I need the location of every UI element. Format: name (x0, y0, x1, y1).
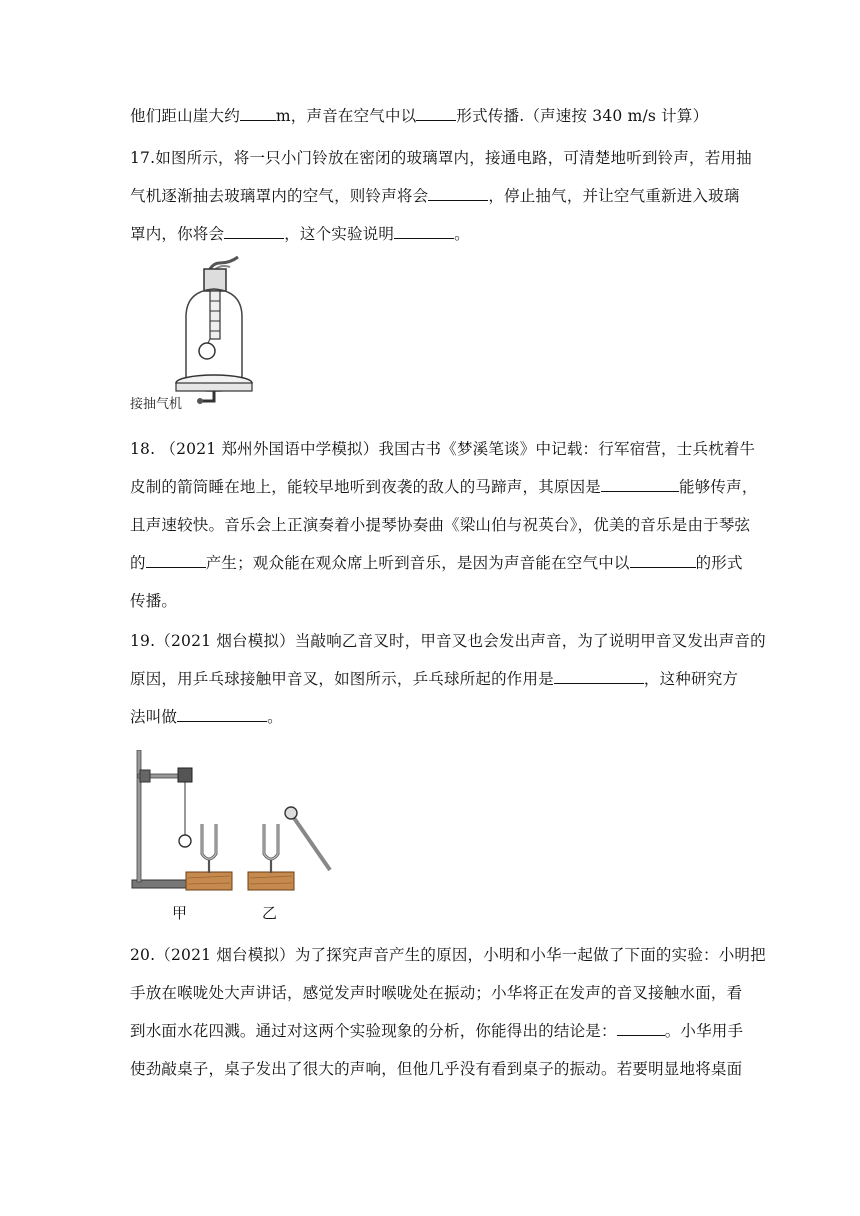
answer-blank[interactable] (554, 669, 644, 684)
text: 。小华用手 (664, 1022, 744, 1040)
text: ，停止抽气，并让空气重新进入玻璃 (488, 187, 740, 205)
text: 皮制的箭筒睡在地上，能较早地听到夜袭的敌人的马蹄声，其原因是 (130, 478, 602, 496)
q18-line-4 (130, 553, 743, 573)
fork-left-label: 甲 (172, 904, 188, 922)
text: 气机逐渐抽去玻璃罩内的空气，则铃声将会 (130, 187, 429, 205)
q19-line-1 (130, 631, 766, 651)
text: 的形式 (695, 554, 743, 572)
text: 。 (454, 225, 470, 243)
answer-blank[interactable] (224, 224, 284, 239)
q19-line-2 (130, 669, 738, 689)
text: 18. （2021 郑州外国语中学模拟）我国古书《梦溪笔谈》中记载：行军宿营，士兵枕着牛 (130, 440, 756, 458)
text: 19.（2021 烟台模拟）当敲响乙音叉时，甲音叉也会发出声音，为了说明甲音叉发出声音的 (130, 632, 766, 650)
q18-line-2 (130, 477, 758, 497)
q17-line-2 (130, 186, 740, 206)
text: m，声音在空气中以 (275, 107, 417, 125)
text: 能够传声， (679, 478, 758, 496)
text: 的 (130, 554, 146, 572)
text: 原因，用乒乓球接触甲音叉，如图所示，乒乓球所起的作用是 (130, 670, 554, 688)
text: 形式传播.（声速按 340 m/s 计算） (456, 107, 709, 125)
text: 产生；观众能在观众席上听到音乐，是因为声音能在空气中以 (205, 554, 630, 572)
q20-line-4 (130, 1059, 742, 1079)
answer-blank[interactable] (617, 1021, 665, 1036)
q20-line-3 (130, 1021, 743, 1041)
q18-line-3 (130, 515, 750, 535)
tuning-fork-illustration (130, 750, 340, 900)
text: 17.如图所示，将一只小门铃放在密闭的玻璃罩内，接通电路，可清楚地听到铃声，若用抽 (130, 149, 752, 167)
q18-line-1 (130, 439, 755, 459)
answer-blank[interactable] (416, 106, 456, 121)
fork-right-label: 乙 (262, 904, 278, 922)
text: ，这个实验说明 (284, 225, 395, 243)
q18-line-5 (130, 591, 177, 611)
answer-blank[interactable] (394, 224, 454, 239)
answer-blank[interactable] (601, 477, 679, 492)
q20-line-1 (130, 945, 766, 965)
q17-line-1 (130, 148, 752, 168)
text: 且声速较快。音乐会上正演奏着小提琴协奏曲《梁山伯与祝英台》，优美的音乐是由于琴弦 (130, 516, 751, 534)
text: 。 (267, 708, 283, 726)
answer-blank[interactable] (177, 707, 267, 722)
text: ，这种研究方 (643, 670, 739, 688)
bell-jar-figure (130, 255, 260, 415)
tuning-fork-figure (130, 750, 340, 922)
answer-blank[interactable] (240, 106, 276, 121)
q17-line-3 (130, 224, 470, 244)
text: 手放在喉咙处大声讲话，感觉发声时喉咙处在振动；小华将正在发声的音叉接触水面，看 (130, 984, 743, 1002)
answer-blank[interactable] (146, 553, 206, 568)
text: 他们距山崖大约 (130, 107, 240, 125)
text: 传播。 (130, 592, 178, 610)
text: 法叫做 (130, 708, 178, 726)
q20-line-2 (130, 983, 742, 1003)
answer-blank[interactable] (428, 186, 488, 201)
text: 到水面水花四溅。通过对这两个实验现象的分析，你能得出的结论是： (130, 1022, 617, 1040)
bell-jar-label: 接抽气机 (130, 397, 183, 412)
text: 使劲敲桌子，桌子发出了很大的声响，但他几乎没有看到桌子的振动。若要明显地将桌面 (130, 1060, 743, 1078)
text: 罩内，你将会 (130, 225, 225, 243)
text: 20.（2021 烟台模拟）为了探究声音产生的原因，小明和小华一起做了下面的实验：小明把 (130, 946, 766, 964)
q19-line-3 (130, 707, 283, 727)
bell-jar-illustration (130, 255, 260, 415)
answer-blank[interactable] (630, 553, 696, 568)
q16-continuation-line (130, 106, 708, 126)
